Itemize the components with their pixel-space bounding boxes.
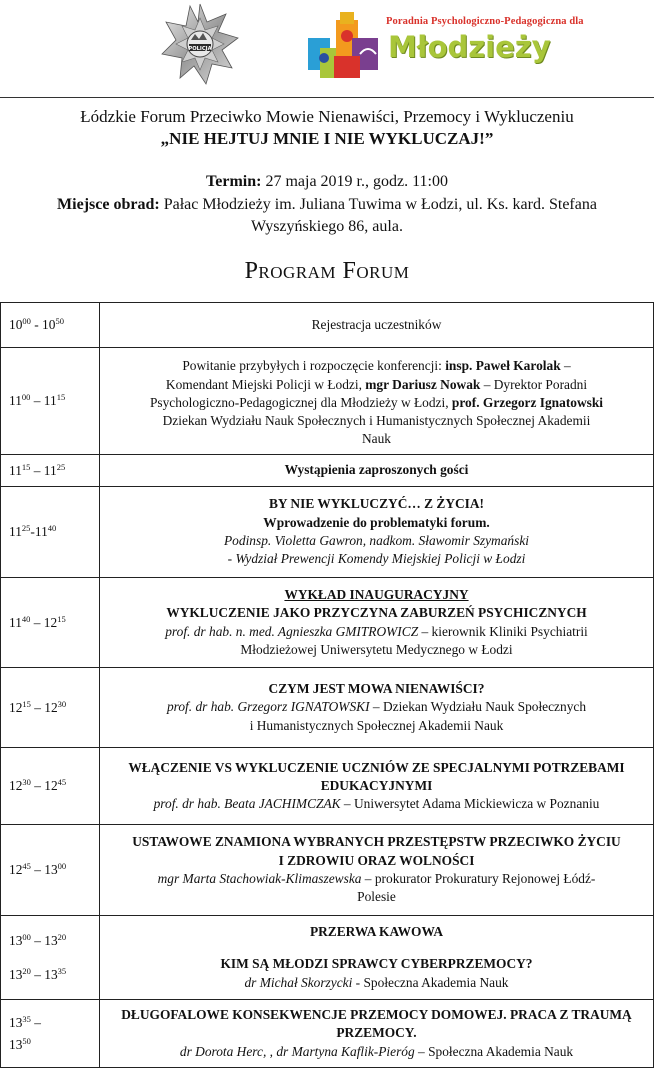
program-row bbox=[1, 916, 654, 1000]
session-title: Rejestracja uczestników bbox=[311, 316, 442, 332]
speaker: mgr Marta Stachowiak-Klimaszewska – prokurator Prokuratury Rejonowej Łódź- bbox=[157, 871, 596, 886]
welcome-line-2: Komendant Miejski Policji w Łodzi, mgr Dariusz Nowak – Dyrektor Poradni bbox=[165, 376, 588, 392]
event-info bbox=[0, 171, 654, 239]
session-label: WYKŁAD INAUGURACYJNY bbox=[284, 586, 469, 602]
ppp-building-mark bbox=[306, 8, 382, 80]
speaker-affiliation: Młodzieżowej Uniwersytetu Medycznego w Łodzi bbox=[240, 641, 513, 657]
row-time: $11^{00} - 11^{15}$ bbox=[1, 348, 100, 455]
session-title: Wystąpienia zaproszonych gości bbox=[284, 462, 469, 478]
row-content bbox=[100, 668, 654, 748]
row-time: $12^{45} - 13^{00}$ bbox=[1, 825, 100, 916]
program-row bbox=[1, 487, 654, 578]
row-content bbox=[100, 916, 654, 1000]
program-row bbox=[1, 455, 654, 487]
row-time bbox=[1, 916, 100, 1000]
forum-name: Łódzkie Forum Przeciwko Mowie Nienawiści, Przemocy i Wykluczeniu bbox=[80, 107, 574, 126]
row-content bbox=[100, 303, 654, 348]
session-title-cont: EDUKACYJNYMI bbox=[320, 777, 433, 793]
program-row bbox=[1, 1000, 654, 1068]
welcome-line-3: Psychologiczno-Pedagogicznej dla Młodzieży w Łodzi, prof. Grzegorz Ignatowski bbox=[149, 394, 604, 410]
time-break: $13^{00} - 13^{20}$ bbox=[9, 931, 67, 948]
row-content bbox=[100, 748, 654, 825]
program-row bbox=[1, 578, 654, 668]
row-time: $12^{30} - 12^{45}$ bbox=[1, 748, 100, 825]
program-table bbox=[0, 302, 654, 1068]
speaker: prof. dr hab. n. med. Agnieszka GMITROWICZ – kierownik Kliniki Psychiatrii bbox=[165, 623, 588, 639]
forum-slogan: „NIE HEJTUJ MNIE I NIE WYKLUCZAJ!” bbox=[160, 129, 494, 148]
row-time: $11^{40} - 12^{15}$ bbox=[1, 578, 100, 668]
program-row bbox=[1, 348, 654, 455]
program-row bbox=[1, 825, 654, 916]
place-value-2: Wyszyńskiego 86, aula. bbox=[251, 218, 403, 235]
speaker-affiliation: Polesie bbox=[357, 889, 396, 905]
event-place bbox=[0, 194, 654, 217]
row-time: $10^{00} - 10^{50}$ bbox=[1, 303, 100, 348]
program-row bbox=[1, 668, 654, 748]
program-row bbox=[1, 748, 654, 825]
speaker: dr Michał Skorzycki - Społeczna Akademia Nauk bbox=[244, 974, 509, 990]
event-term bbox=[0, 171, 654, 194]
program-title: Program Forum bbox=[244, 258, 410, 284]
speaker-affiliation: - Wydział Prewencji Komendy Miejskiej Policji w Łodzi bbox=[227, 551, 526, 567]
row-time: $13^{35}$ – $13^{50}$ bbox=[1, 1000, 100, 1068]
row-time: $11^{25}-11^{40}$ bbox=[1, 487, 100, 578]
welcome-line-1: Powitanie przybyłych i rozpoczęcie konferencji: insp. Paweł Karolak – bbox=[182, 358, 571, 374]
session-title: CZYM JEST MOWA NIENAWIŚCI? bbox=[268, 681, 485, 697]
police-star-logo bbox=[158, 2, 242, 86]
welcome-line-4: Dziekan Wydziału Nauk Społecznych i Humanistycznych Społecznej Akademii bbox=[162, 413, 591, 429]
welcome-line-5: Nauk bbox=[361, 431, 391, 447]
speaker: prof. dr hab. Grzegorz IGNATOWSKI – Dziekan Wydziału Nauk Społecznych bbox=[166, 699, 587, 715]
row-content bbox=[100, 1000, 654, 1068]
row-time: $11^{15} - 11^{25}$ bbox=[1, 455, 100, 487]
term-value: 27 maja 2019 r., godz. 11:00 bbox=[261, 173, 448, 190]
row-content bbox=[100, 487, 654, 578]
session-title: WYKLUCZENIE JAKO PRZYCZYNA ZABURZEŃ PSYCHICZNYCH bbox=[166, 605, 587, 621]
place-value-1: Pałac Młodzieży im. Juliana Tuwima w Łodzi, ul. Ks. kard. Stefana bbox=[159, 195, 597, 213]
place-label: Miejsce obrad: bbox=[57, 195, 160, 213]
speaker-affiliation: i Humanistycznych Społecznej Akademii Nauk bbox=[249, 717, 504, 733]
header-divider bbox=[0, 97, 654, 98]
police-logo-text: POLICJA bbox=[188, 45, 212, 52]
term-label: Termin: bbox=[206, 173, 262, 190]
row-content bbox=[100, 825, 654, 916]
logos-bar bbox=[0, 0, 654, 90]
session-title-cont: I ZDROWIU ORAZ WOLNOŚCI bbox=[278, 852, 475, 868]
session-title: KIM SĄ MŁODZI SPRAWCY CYBERPRZEMOCY? bbox=[220, 956, 533, 972]
speaker: dr Dorota Herc, , dr Martyna Kaflik-Pieróg – Społeczna Akademia Nauk bbox=[179, 1043, 574, 1059]
session-title: BY NIE WYKLUCZYĆ… Z ŻYCIA! bbox=[268, 496, 485, 512]
program-row bbox=[1, 303, 654, 348]
session-title: DŁUGOFALOWE KONSEKWENCJE PRZEMOCY DOMOWEJ. PRACA Z TRAUMĄ bbox=[121, 1007, 632, 1023]
speaker: Podinsp. Violetta Gawron, nadkom. Sławomir Szymański bbox=[224, 533, 529, 548]
row-content bbox=[100, 348, 654, 455]
time-session: $13^{20} - 13^{35}$ bbox=[9, 965, 67, 982]
ppp-logo bbox=[306, 8, 596, 80]
session-title-cont: PRZEMOCY. bbox=[336, 1025, 417, 1041]
forum-header bbox=[0, 106, 654, 150]
break-title: PRZERWA KAWOWA bbox=[309, 924, 444, 940]
row-time: $12^{15} - 12^{30}$ bbox=[1, 668, 100, 748]
session-subtitle: Wprowadzenie do problematyki forum. bbox=[263, 514, 490, 530]
speaker: prof. dr hab. Beata JACHIMCZAK – Uniwersytet Adama Mickiewicza w Poznaniu bbox=[153, 796, 600, 812]
ppp-logo-wordmark: Młodzieży bbox=[388, 30, 551, 64]
row-content bbox=[100, 455, 654, 487]
session-title: WŁĄCZENIE VS WYKLUCZENIE UCZNIÓW ZE SPECJALNYMI POTRZEBAMI bbox=[128, 759, 625, 775]
session-title: USTAWOWE ZNAMIONA WYBRANYCH PRZESTĘPSTW PRZECIWKO ŻYCIU bbox=[132, 834, 621, 850]
ppp-logo-tagline: Poradnia Psychologiczno-Pedagogiczna dla bbox=[386, 16, 584, 27]
row-content bbox=[100, 578, 654, 668]
